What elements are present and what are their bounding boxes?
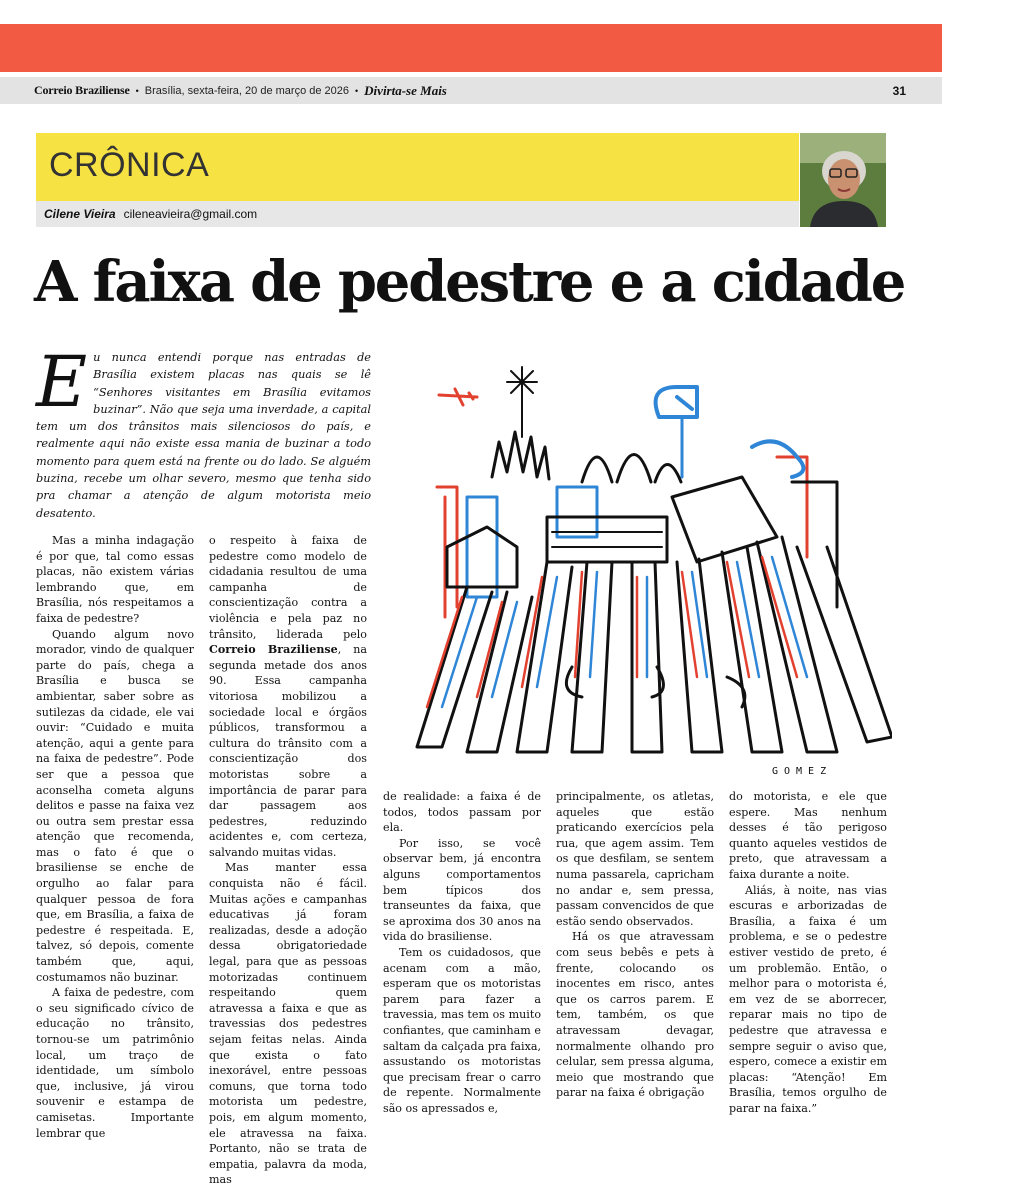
paragraph-text: o respeito à faixa de pedestre como modelo de cidadania resultou de uma campanha de conscientização contra a violência e pela paz no trânsito, liderada pelo xyxy=(209,534,367,641)
separator-bullet: • xyxy=(355,85,359,96)
separator-bullet: • xyxy=(135,85,139,96)
author-name: Cilene Vieira xyxy=(44,207,116,221)
paragraph: Mas a minha indagação é por que, tal como essas placas, não existem várias lembrando que, em Brasília, nós respeitamos a faixa de pedestre? xyxy=(36,534,194,625)
article-column-4 xyxy=(556,789,714,1101)
paragraph: A faixa de pedestre, com o seu significado cívico de educação no trânsito, tornou-se um patrimônio local, um traço de identidade, um símbolo que, inclusive, já virou souvenir e estampa de camisetas. Importante lembrar que xyxy=(36,986,194,1140)
article-column-1 xyxy=(36,533,194,1141)
paragraph: Tem os cuidadosos, que acenam com a mão, esperam que os motoristas parem para fazer a travessia, mas tem os muito confiantes, que caminham e saltam da calçada pra faixa, assustando os motoristas que precisam frear o carro de repente. Normalmente são os apressados e, xyxy=(383,945,541,1115)
issue-date: Brasília, sexta-feira, 20 de março de 2026 xyxy=(144,84,350,97)
column-rubric xyxy=(36,133,799,201)
city-crosswalk-drawing xyxy=(397,347,892,782)
paragraph: Mas manter essa conquista não é fácil. Muitas ações e campanhas educativas já foram realizadas, desde a adoção dessa obrigatoriedade legal, para que as pessoas motorizadas continuem respeitando quem atravessa a faixa e que as travessias dos pedestres sejam feitas nelas. Ainda que exista o fato inexorável, entre pessoas comuns, que torna todo motorista um pedestre, pois, em algum momento, ele atravessa na faixa. Portanto, não se trata de empatia, palavra da moda, mas xyxy=(209,861,367,1187)
paragraph: do motorista, e ele que espere. Mas nenhum desses é tão perigoso quanto aqueles vestidos de preto, que atravessam a faixa durante a noite. xyxy=(729,790,887,881)
author-portrait-image xyxy=(800,133,886,227)
paragraph: Há os que atravessam com seus bebês e pets à frente, colocando os inocentes em risco, antes que os carros parem. E tem, também, os que atravessam devagar, normalmente olhando pro celular, sem pressa alguma, meio que mostrando que parar na faixa é obrigação xyxy=(556,930,714,1100)
byline xyxy=(36,201,799,227)
page-number: 31 xyxy=(892,83,906,98)
article-column-5 xyxy=(729,789,887,1116)
paragraph: principalmente, os atletas, aqueles que estão praticando exercícios pela rua, que agem assim. Tem os que desfilam, se sentem numa passarela, capricham no andar e, sem pressa, passam convencidos de que estão sendo observados. xyxy=(556,790,714,928)
paragraph: Quando algum novo morador, vindo de qualquer parte do país, chega a Brasília e busca se ambientar, saber sobre as sutilezas da cidade, ele vai ouvir: “Cuidado e muita atenção, aqui a gente para na faixa de pedestre”. Pode ser que a pessoa que aconselha cometa alguns delitos e passe na faixa vez ou outra sem prestar essa atenção que recomenda, mas o fato é que o brasiliense se enche de orgulho ao falar para qualquer pessoa de fora que, em Brasília, a faixa de pedestre é respeitada. E, talvez, só depois, comente também que, aqui, costumamos não buzinar. xyxy=(36,627,194,984)
headline: A faixa de pedestre e a cidade xyxy=(34,249,905,315)
page-header-bar xyxy=(0,77,942,104)
lead-text: u nunca entendi porque nas entradas de Brasília existem placas nas quais se lê “Senhores visitantes em Brasília evitamos buzinar”. Não que seja uma inverdade, a capital tem um dos trânsitos mais silenciosos do país, e realmente aqui não existe essa mania de buzinar a todo momento para quem está na frente ou do lado. Se alguém buzina, recebe um olhar severo, mesmo que tenha sido pra chamar a atenção de algum motorista meio desatento. xyxy=(36,351,371,520)
article-column-2 xyxy=(209,533,367,1188)
paragraph: Aliás, à noite, nas vias escuras e arborizadas de Brasília, a faixa é um problema, e se o pedestre estiver vestido de preto, é um problemão. Então, o melhor para o motorista é, em vez de se aborrecer, reparar mais no tipo de pedestre que atravessa e sempre seguir o aviso que, espero, comece a existir em placas: “Atenção! Em Brasília, temos orgulho de parar na faixa.” xyxy=(729,883,887,1115)
newspaper-name: Correio Braziliense xyxy=(209,643,338,657)
article-column-3 xyxy=(383,789,541,1116)
paragraph: Por isso, se você observar bem, já encontra alguns comportamentos bem típicos dos transeuntes da faixa, que se aproxima dos 30 anos na vida do brasiliense. xyxy=(383,836,541,944)
rubric-label: CRÔNICA xyxy=(49,146,210,184)
crosswalk-illustration xyxy=(397,347,892,782)
lead-paragraph xyxy=(36,341,371,522)
paragraph: de realidade: a faixa é de todos, todos passam por ela. xyxy=(383,790,541,835)
paragraph-text: , na segunda metade dos anos 90. Essa campanha vitoriosa mobilizou a sociedade local e órgãos públicos, transformou a cultura do trânsito com a conscientização dos motoristas sobre a importância de parar para dar passagem aos pedestres, reduzindo acidentes e, com certeza, salvando muitas vidas. xyxy=(209,643,368,859)
top-color-bar xyxy=(0,24,942,72)
paragraph xyxy=(209,533,367,860)
publication-name: Correio Braziliense xyxy=(34,83,130,97)
author-photo xyxy=(800,133,886,227)
illustrator-signature: GOMEZ xyxy=(772,766,833,777)
author-email: cileneavieira@gmail.com xyxy=(123,207,258,221)
section-name: Divirta-se Mais xyxy=(364,82,447,98)
drop-cap: E xyxy=(36,341,88,423)
